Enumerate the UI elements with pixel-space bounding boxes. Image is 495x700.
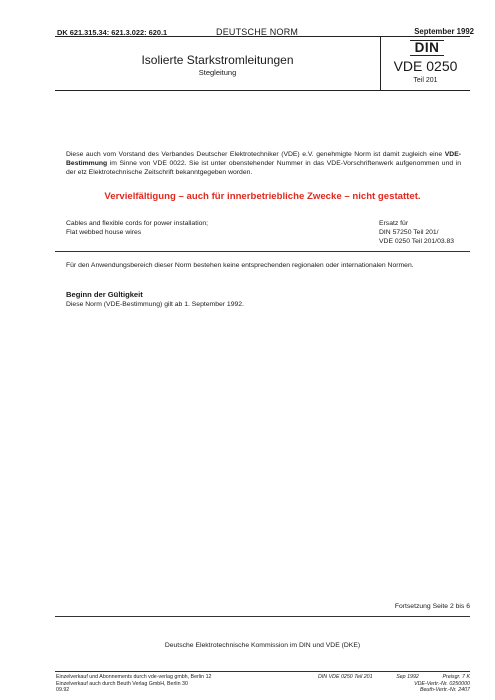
validity-heading: Beginn der Gültigkeit: [66, 290, 143, 299]
din-logo: DIN: [410, 40, 444, 56]
footer-divider-bottom: [55, 671, 470, 672]
footer-order-row: [318, 674, 470, 681]
footer-vde-number: VDE-Vertr.-Nr. 0250000: [414, 680, 470, 687]
standard-number: VDE 0250: [393, 58, 458, 74]
reproduction-warning: Vervielfältigung – auch für innerbetriebliche Zwecke – nicht gestattet.: [104, 191, 421, 202]
scope-text: Für den Anwendungsbereich dieser Norm bestehen keine entsprechenden regionalen oder internationalen Normen.: [66, 262, 414, 269]
section-divider: [55, 251, 470, 252]
footer-publisher-date: 09.92: [56, 687, 70, 694]
replacement-line-3: VDE 0250 Teil 201/03.83: [379, 238, 455, 246]
intro-text-end: im Sinne von VDE 0022. Sie ist unter obenstehender Nummer in das VDE-Vorschriftenwerk aufgenommen und in der etz Elektrotechnische Zeitschrift bekanntgegeben worden.: [66, 160, 461, 177]
english-title-line-2: Flat webbed house wires: [66, 229, 142, 237]
footer-beuth-number: Beuth-Vertr.-Nr. 2407: [419, 687, 470, 694]
title-box: [55, 36, 470, 91]
standard-part: Teil 201: [413, 77, 438, 84]
footer-doc-date: Sep 1992: [396, 674, 419, 680]
footer-publisher-line-1: Einzelverkauf und Abonnements durch vde-verlag gmbh, Berlin 12: [56, 674, 212, 680]
intro-text-start: Diese auch vom Vorstand des Verbandes Deutscher Elektrotechniker (VDE) e.V. genehmigte Norm ist damit zugleich eine: [66, 151, 445, 158]
intro-paragraph: [66, 150, 461, 178]
norm-type-label: DEUTSCHE NORM: [216, 27, 299, 37]
english-title-line-1: Cables and flexible cords for power installation;: [66, 220, 209, 227]
intro-text-bold: VDE-Bestimmung: [66, 151, 461, 168]
footer-publisher-info: [56, 674, 211, 694]
footer-divider-top: [55, 616, 470, 617]
footer-doc-ref: DIN VDE 0250 Teil 201: [318, 674, 373, 680]
committee-name: Deutsche Elektrotechnische Kommission im DIN und VDE (DKE): [164, 642, 361, 649]
replacement-info: [379, 219, 479, 247]
footer-price-group: Preisgr. 7 K: [442, 674, 470, 680]
footer-order-info: [318, 674, 470, 694]
document-subtitle: Stegleitung: [198, 68, 237, 77]
continuation-note: Fortsetzung Seite 2 bis 6: [394, 603, 470, 610]
document-title: Isolierte Starkstromleitungen: [141, 53, 294, 67]
validity-text: Diese Norm (VDE-Bestimmung) gilt ab 1. September 1992.: [66, 301, 244, 308]
replacement-line-1: Ersatz für: [379, 220, 409, 227]
issue-date: September 1992: [414, 27, 474, 36]
english-title: [66, 219, 306, 237]
classification-number: DK 621.315.34: 621.3.022: 620.1: [57, 28, 168, 37]
replacement-line-2: DIN 57250 Teil 201/: [379, 229, 439, 237]
footer-publisher-line-2: Einzelverkauf auch durch Beuth Verlag GmbH, Berlin 30: [56, 680, 188, 687]
